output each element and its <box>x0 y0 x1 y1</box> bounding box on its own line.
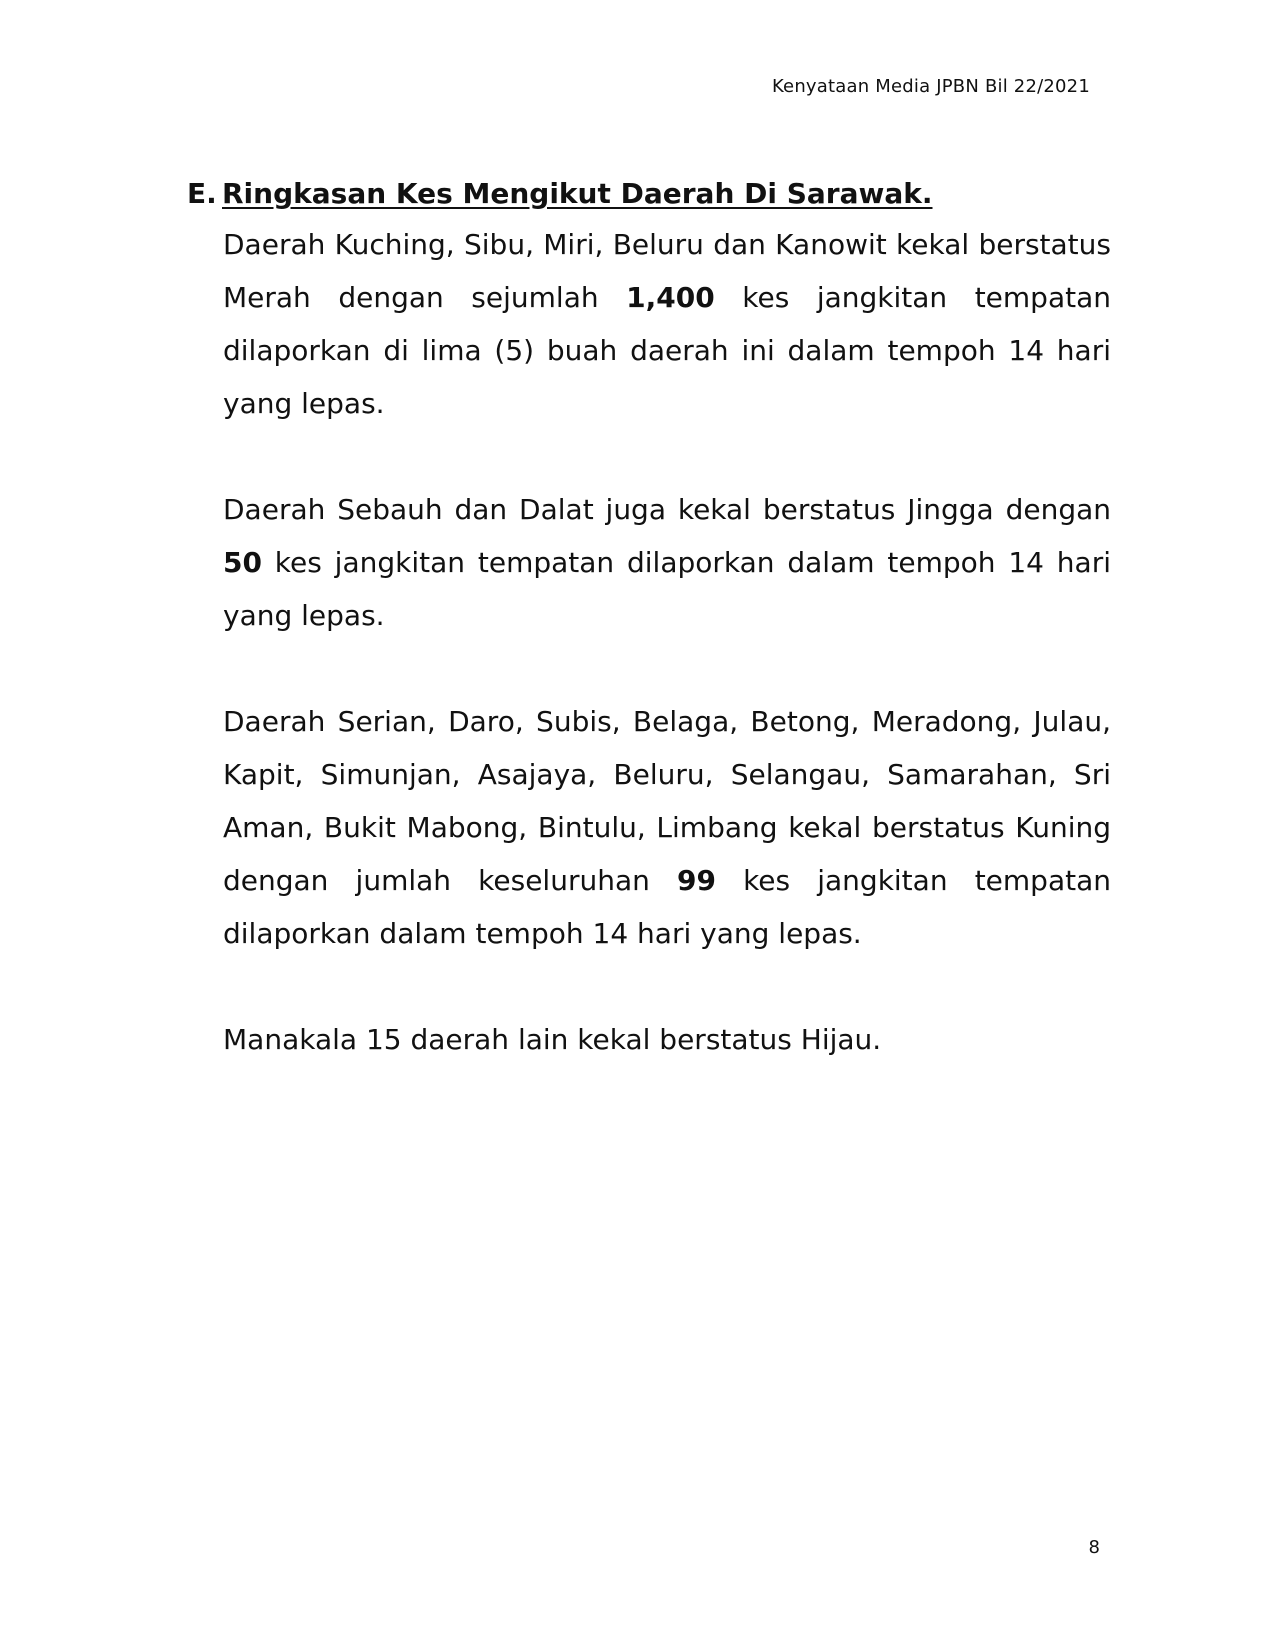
paragraph-text: Daerah Sebauh dan Dalat juga kekal berstatus Jingga dengan <box>223 493 1111 526</box>
section-letter: E. <box>187 177 217 210</box>
document-header-reference: Kenyataan Media JPBN Bil 22/2021 <box>771 76 1090 97</box>
paragraph-text: kes jangkitan tempatan dilaporkan di lima (5) buah daerah ini dalam tempoh 14 hari yang lepas. <box>223 281 1111 420</box>
paragraph-green-districts <box>223 1013 1111 1066</box>
section-heading <box>187 174 1087 214</box>
case-count-yellow: 99 <box>676 864 716 897</box>
paragraph-red-districts <box>223 218 1111 430</box>
section-title: Ringkasan Kes Mengikut Daerah Di Sarawak. <box>222 177 933 210</box>
paragraph-text: kes jangkitan tempatan dilaporkan dalam tempoh 14 hari yang lepas. <box>223 546 1111 632</box>
case-count-red: 1,400 <box>626 281 715 314</box>
section-body <box>223 218 1111 1119</box>
page-number: 8 <box>1088 1537 1100 1558</box>
paragraph-text: Daerah Serian, Daro, Subis, Belaga, Betong, Meradong, Julau, Kapit, Simunjan, Asajaya, Beluru, Selangau, Samarahan, Sri Aman, Bukit Mabong, Bintulu, Limbang kekal berstatus Kuning dengan jumlah keseluruhan <box>223 705 1111 897</box>
paragraph-yellow-districts <box>223 695 1111 960</box>
paragraph-text: Manakala 15 daerah lain kekal berstatus Hijau. <box>223 1023 882 1056</box>
paragraph-orange-districts <box>223 483 1111 642</box>
paragraph-text: Daerah Kuching, Sibu, Miri, Beluru dan Kanowit kekal berstatus Merah dengan sejumlah <box>223 228 1111 314</box>
case-count-orange: 50 <box>223 546 262 579</box>
paragraph-text: kes jangkitan tempatan dilaporkan dalam tempoh 14 hari yang lepas. <box>223 864 1111 950</box>
